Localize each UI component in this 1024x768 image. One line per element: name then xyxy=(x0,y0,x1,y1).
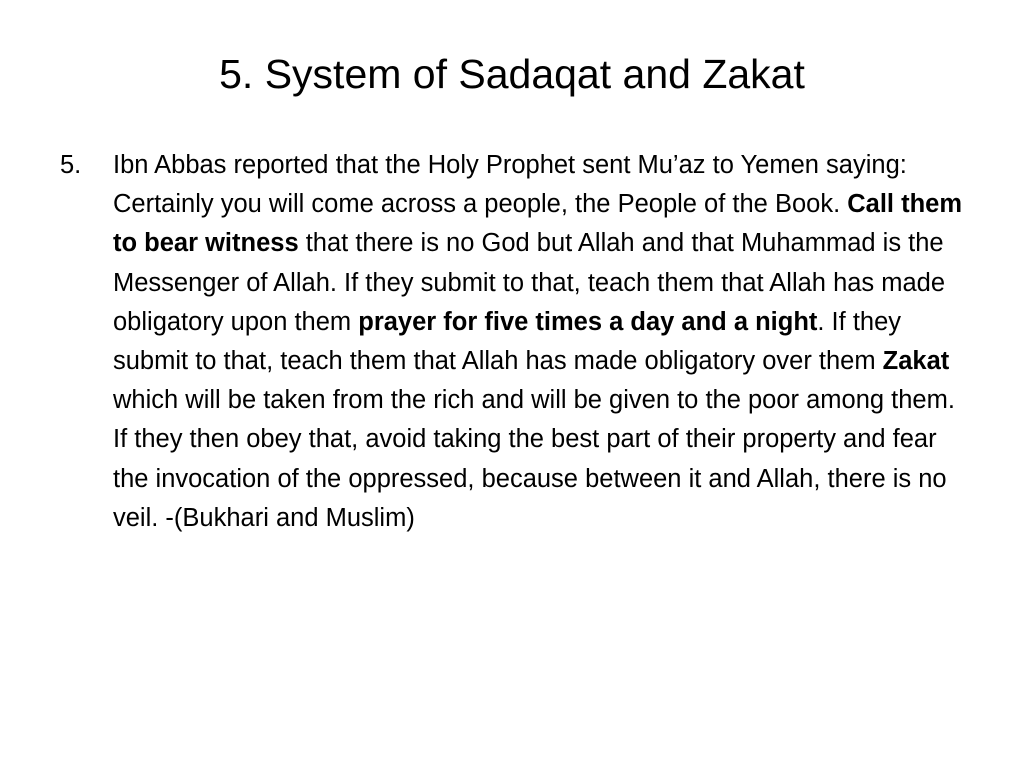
list-item-text xyxy=(113,146,970,538)
slide-title: 5. System of Sadaqat and Zakat xyxy=(219,51,805,97)
text-segment: . If they submit to that, teach them that Allah has made obligatory over them xyxy=(113,307,902,376)
bold-text-segment: Call them to bear witness xyxy=(113,190,963,258)
list-item xyxy=(60,146,970,538)
list-number: 5. xyxy=(60,151,82,179)
bold-text-segment: Zakat xyxy=(882,347,950,376)
text-segment: which will be taken from the rich and will be given to the poor among them. If they then obey that, avoid taking the best part of their property and fear the invocation of the oppressed, because between it and Allah, there is no veil. -(Bukhari and Muslim) xyxy=(113,386,955,532)
bold-text-segment: prayer for five times a day and a night xyxy=(358,307,818,336)
text-segment: Ibn Abbas reported that the Holy Prophet sent Mu’az to Yemen saying: Certainly you will come across a people, the People of the Book. xyxy=(113,151,907,219)
text-segment: that there is no God but Allah and that Muhammad is the Messenger of Allah. If they submit to that, teach them that Allah has made obligatory upon them xyxy=(113,229,946,336)
